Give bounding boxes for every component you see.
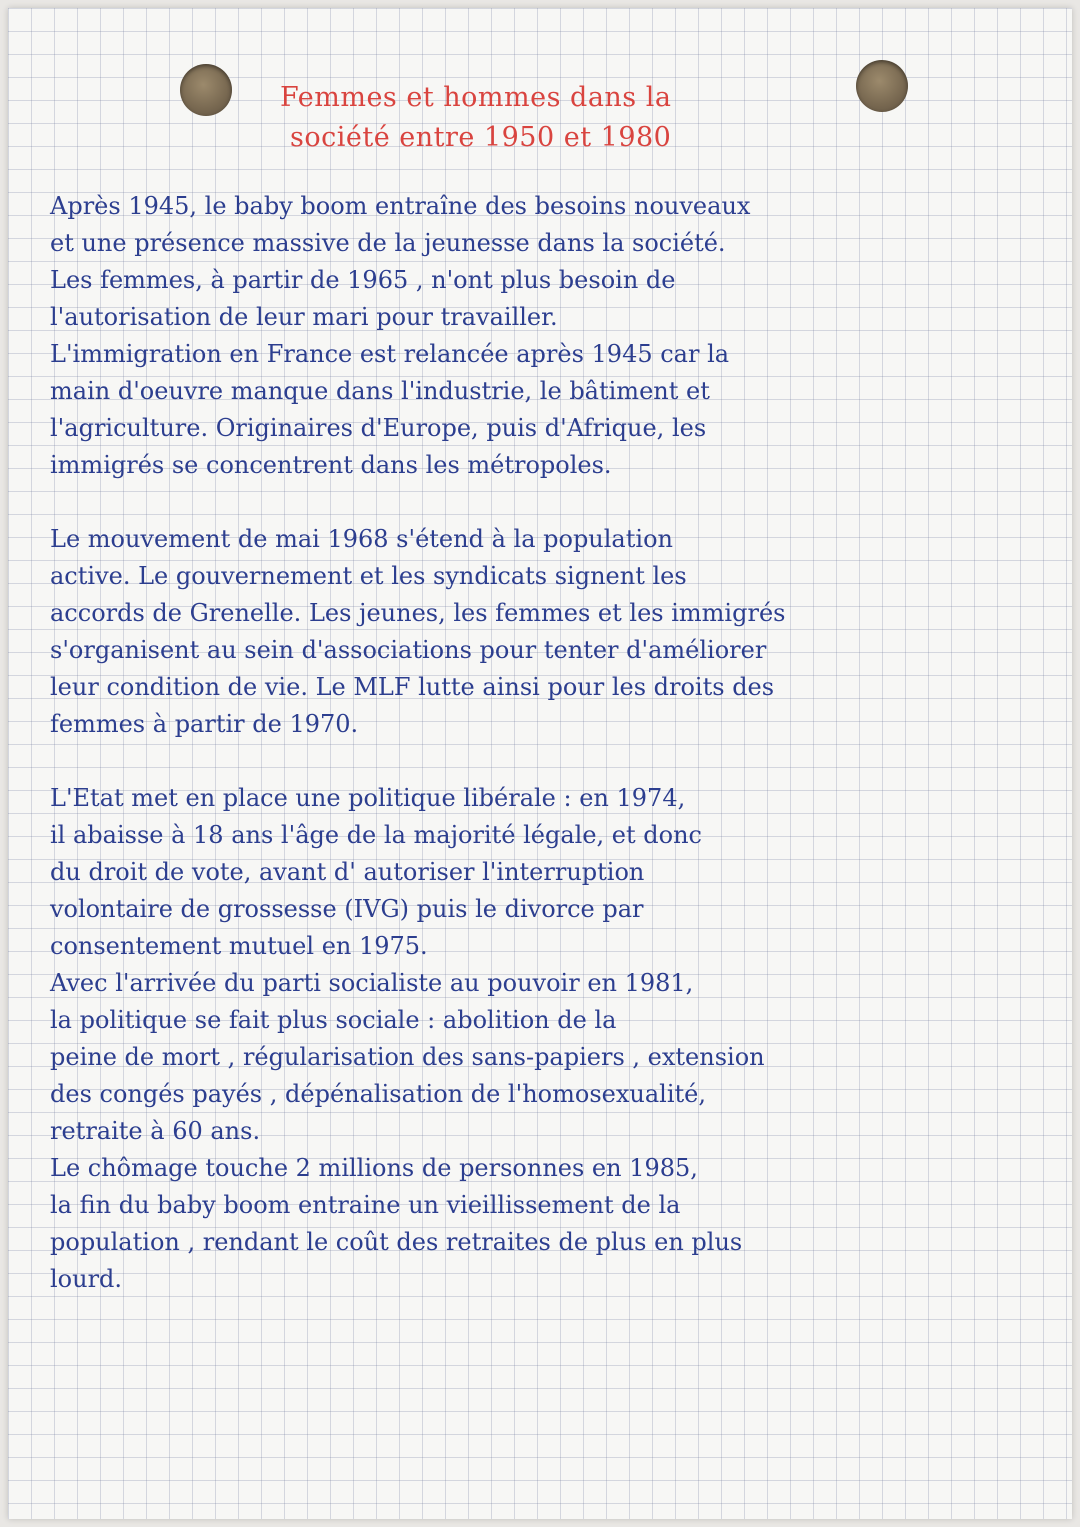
- text-line: active. Le gouvernement et les syndicats signent les: [50, 562, 687, 590]
- text-line: l'autorisation de leur mari pour travailler.: [50, 303, 558, 331]
- text-line: femmes à partir de 1970.: [50, 710, 359, 738]
- text-line: L'immigration en France est relancée après 1945 car la: [50, 340, 730, 368]
- text-line: il abaisse à 18 ans l'âge de la majorité légale, et donc: [50, 821, 702, 849]
- punch-hole-left: [180, 64, 232, 116]
- text-line: consentement mutuel en 1975.: [50, 932, 428, 960]
- text-line: lourd.: [50, 1265, 123, 1293]
- text-line: des congés payés , dépénalisation de l'homosexualité,: [50, 1080, 706, 1108]
- text-line: Les femmes, à partir de 1965 , n'ont plus besoin de: [50, 266, 676, 294]
- text-line: volontaire de grossesse (IVG) puis le divorce par: [50, 895, 644, 923]
- page-title: [270, 78, 810, 158]
- text-line: retraite à 60 ans.: [50, 1117, 261, 1145]
- punch-hole-right: [856, 60, 908, 112]
- text-line: l'agriculture. Originaires d'Europe, puis d'Afrique, les: [50, 414, 707, 442]
- text-line: accords de Grenelle. Les jeunes, les femmes et les immigrés: [50, 599, 786, 627]
- paragraph-postwar: [50, 188, 1050, 484]
- title-line-1: Femmes et hommes dans la: [280, 82, 672, 113]
- paragraph-mai-1968: [50, 521, 1050, 743]
- notebook-page: [8, 8, 1072, 1519]
- text-line: du droit de vote, avant d' autoriser l'interruption: [50, 858, 645, 886]
- notes-body: [50, 188, 1050, 1298]
- title-line-2: société entre 1950 et 1980: [290, 122, 672, 153]
- text-line: immigrés se concentrent dans les métropoles.: [50, 451, 612, 479]
- text-line: Avec l'arrivée du parti socialiste au pouvoir en 1981,: [50, 969, 694, 997]
- text-line: main d'oeuvre manque dans l'industrie, le bâtiment et: [50, 377, 710, 405]
- text-line: Après 1945, le baby boom entraîne des besoins nouveaux: [50, 192, 751, 220]
- text-line: s'organisent au sein d'associations pour tenter d'améliorer: [50, 636, 767, 664]
- text-line: la fin du baby boom entraine un vieillissement de la: [50, 1191, 681, 1219]
- text-line: population , rendant le coût des retraites de plus en plus: [50, 1228, 743, 1256]
- text-line: L'Etat met en place une politique libérale : en 1974,: [50, 784, 686, 812]
- text-line: Le mouvement de mai 1968 s'étend à la population: [50, 525, 673, 553]
- text-line: la politique se fait plus sociale : abolition de la: [50, 1006, 617, 1034]
- text-line: leur condition de vie. Le MLF lutte ainsi pour les droits des: [50, 673, 775, 701]
- paragraph-state-policy: [50, 780, 1050, 1298]
- text-line: et une présence massive de la jeunesse dans la société.: [50, 229, 726, 257]
- text-line: peine de mort , régularisation des sans-papiers , extension: [50, 1043, 765, 1071]
- text-line: Le chômage touche 2 millions de personnes en 1985,: [50, 1154, 698, 1182]
